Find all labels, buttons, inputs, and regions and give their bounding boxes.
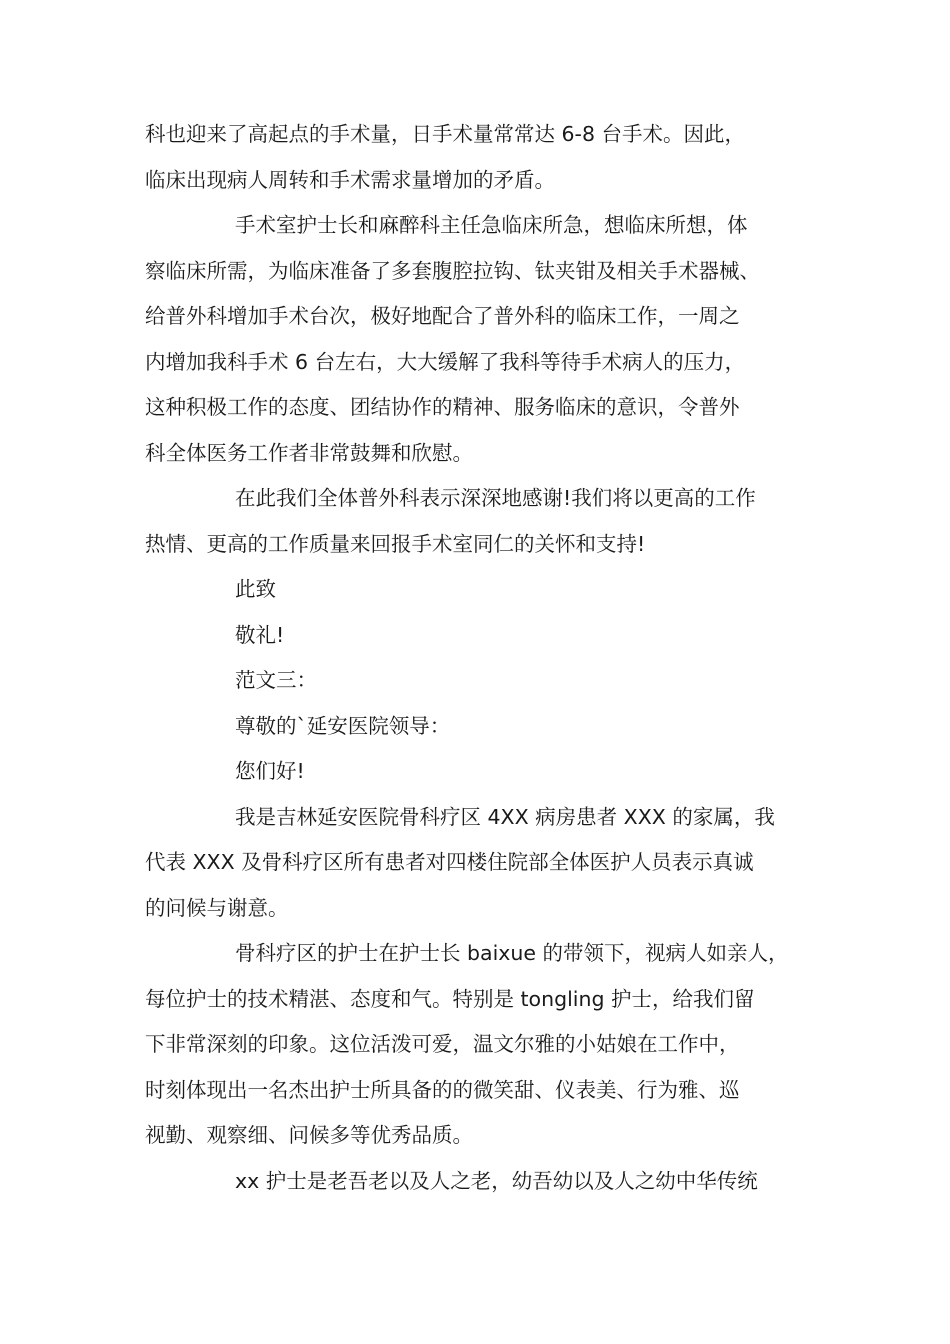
text-line-21: 下非常深刻的印象。这位活泼可爱，温文尔雅的小姑娘在工作中， bbox=[145, 1032, 740, 1056]
closing-line-cizhi: 此致 bbox=[235, 577, 276, 601]
text-line-9: 在此我们全体普外科表示深深地感谢!我们将以更高的工作 bbox=[235, 486, 756, 510]
document-body bbox=[145, 112, 815, 1204]
text-line-1: 科也迎来了高起点的手术量，日手术量常常达 6-8 台手术。因此， bbox=[145, 122, 746, 146]
salutation: 尊敬的`延安医院领导： bbox=[235, 713, 451, 738]
greeting: 您们好! bbox=[235, 759, 305, 783]
text-line-17: 代表 XXX 及骨科疗区所有患者对四楼住院部全体医护人员表示真诚 bbox=[145, 850, 754, 874]
closing-line-jingli: 敬礼! bbox=[235, 622, 285, 647]
text-line-8: 科全体医务工作者非常鼓舞和欣慰。 bbox=[145, 440, 473, 465]
text-line-18: 的问候与谢意。 bbox=[145, 895, 289, 920]
text-line-19: 骨科疗区的护士在护士长 baixue 的带领下，视病人如亲人， bbox=[235, 941, 789, 965]
text-line-16: 我是吉林延安医院骨科疗区 4XX 病房患者 XXX 的家属，我 bbox=[235, 804, 775, 829]
text-line-10: 热情、更高的工作质量来回报手术室同仁的关怀和支持! bbox=[145, 531, 646, 556]
text-line-7: 这种积极工作的态度、团结协作的精神、服务临床的意识，令普外 bbox=[145, 395, 740, 419]
text-line-20: 每位护士的技术精湛、态度和气。特别是 tongling 护士，给我们留 bbox=[145, 986, 755, 1011]
text-line-2: 临床出现病人周转和手术需求量增加的矛盾。 bbox=[145, 167, 555, 192]
text-line-22: 时刻体现出一名杰出护士所具备的的微笑甜、仪表美、行为雅、巡 bbox=[145, 1077, 740, 1102]
text-line-23: 视勤、观察细、问候多等优秀品质。 bbox=[145, 1123, 473, 1147]
text-line-6: 内增加我科手术 6 台左右，大大缓解了我科等待手术病人的压力， bbox=[145, 349, 746, 374]
text-line-24: xx 护士是老吾老以及人之老，幼吾幼以及人之幼中华传统 bbox=[235, 1168, 758, 1193]
text-line-3: 手术室护士长和麻醉科主任急临床所急，想临床所想，体 bbox=[235, 213, 748, 237]
text-line-4: 察临床所需，为临床准备了多套腹腔拉钩、钛夹钳及相关手术器械、 bbox=[145, 258, 760, 283]
section-heading: 范文三： bbox=[235, 668, 317, 692]
text-line-5: 给普外科增加手术台次，极好地配合了普外科的临床工作，一周之 bbox=[145, 304, 740, 328]
